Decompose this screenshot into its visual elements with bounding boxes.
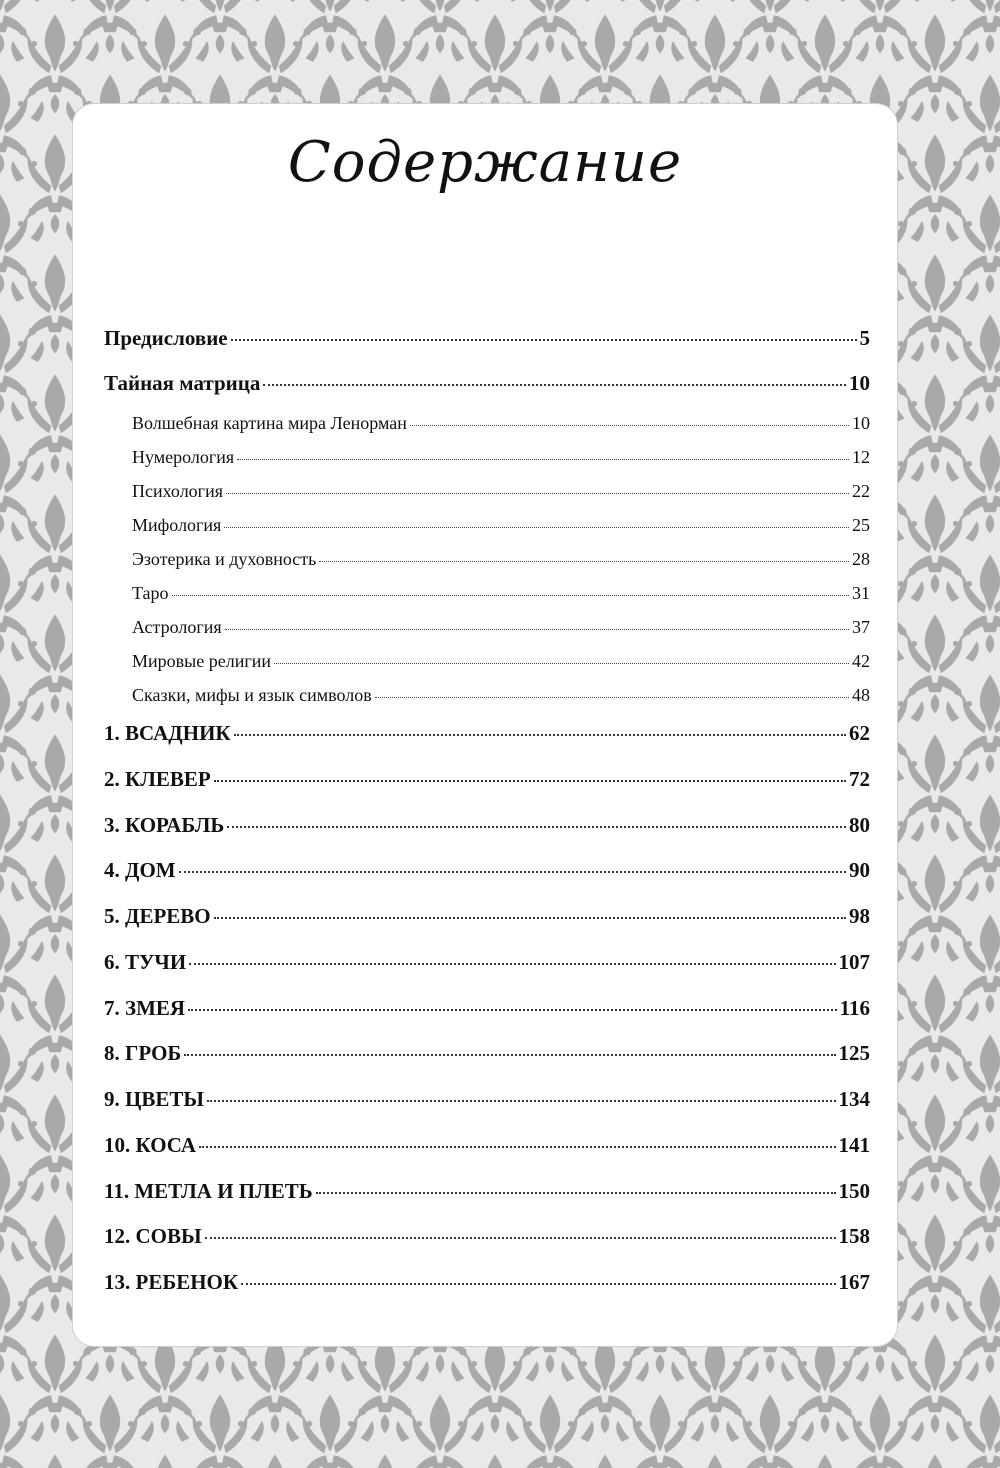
toc-entry-card[interactable] [104, 721, 870, 746]
toc-entry-card[interactable] [104, 904, 870, 929]
toc-subentry[interactable] [132, 549, 870, 570]
toc-entry-label: 6. ТУЧИ [104, 950, 187, 974]
toc-entry-label: Мифология [132, 515, 222, 535]
dot-leader [189, 963, 835, 965]
toc-entry-page: 42 [852, 651, 870, 671]
toc-entry-page: 72 [849, 767, 870, 791]
toc-subentry[interactable] [132, 617, 870, 638]
toc-entry-page: 80 [849, 813, 870, 837]
toc-subentry[interactable] [132, 515, 870, 536]
toc-entry-label: 10. КОСА [104, 1133, 197, 1157]
dot-leader [226, 493, 849, 494]
toc-entry-label: Эзотерика и духовность [132, 549, 317, 569]
toc-subentry[interactable] [132, 651, 870, 672]
toc-entry-card[interactable] [104, 1041, 870, 1066]
toc-entry-page: 150 [838, 1179, 870, 1203]
toc-entry-page: 37 [852, 617, 870, 637]
dot-leader [237, 459, 849, 460]
toc-entry-page: 107 [838, 950, 870, 974]
toc-subentry[interactable] [132, 583, 870, 604]
toc-entry-page: 62 [849, 721, 870, 745]
toc-entry-label: 11. МЕТЛА И ПЛЕТЬ [104, 1179, 313, 1203]
toc-entry-label: 7. ЗМЕЯ [104, 996, 186, 1020]
toc-entry-preface[interactable] [104, 326, 870, 351]
toc-subentry[interactable] [132, 413, 870, 434]
toc-entry-label: Предисловие [104, 326, 228, 350]
dot-leader [225, 629, 849, 630]
toc-entry-label: Нумерология [132, 447, 235, 467]
toc-entry-label: Мировые религии [132, 651, 271, 671]
dot-leader [316, 1192, 836, 1194]
toc-entry-label: Психология [132, 481, 223, 501]
dot-leader [207, 1100, 836, 1102]
toc-entry-label: 5. ДЕРЕВО [104, 904, 211, 928]
toc-entry-label: 12. СОВЫ [104, 1224, 202, 1248]
toc-entry-label: 13. РЕБЕНОК [104, 1270, 239, 1294]
dot-leader [172, 595, 849, 596]
toc-entry-label: 2. КЛЕВЕР [104, 767, 211, 791]
toc-entry-card[interactable] [104, 858, 870, 883]
toc-subentry[interactable] [132, 447, 870, 468]
toc-entry-label: Тайная матрица [104, 371, 261, 395]
dot-leader [188, 1009, 837, 1011]
dot-leader [375, 697, 849, 698]
toc-entry-card[interactable] [104, 1087, 870, 1112]
dot-leader [214, 917, 846, 919]
dot-leader [179, 871, 846, 873]
dot-leader [214, 780, 846, 782]
dot-leader [227, 826, 846, 828]
toc-entry-card[interactable] [104, 950, 870, 975]
toc-subentry[interactable] [132, 481, 870, 502]
toc-entry-secret-matrix[interactable] [104, 371, 870, 396]
toc-entry-page: 22 [852, 481, 870, 501]
toc-entry-page: 10 [852, 413, 870, 433]
toc-entry-label: 8. ГРОБ [104, 1041, 182, 1065]
toc-entry-page: 12 [852, 447, 870, 467]
dot-leader [205, 1237, 836, 1239]
dot-leader [199, 1146, 835, 1148]
toc-entry-label: Астрология [132, 617, 222, 637]
toc-entry-label: 9. ЦВЕТЫ [104, 1087, 204, 1111]
toc-entry-page: 141 [838, 1133, 870, 1157]
dot-leader [319, 561, 849, 562]
toc-entry-page: 25 [852, 515, 870, 535]
dot-leader [241, 1283, 835, 1285]
toc-entry-card[interactable] [104, 1270, 870, 1295]
dot-leader [234, 734, 846, 736]
toc-entry-page: 158 [838, 1224, 870, 1248]
dot-leader [224, 527, 849, 528]
toc-entry-card[interactable] [104, 1224, 870, 1249]
toc-entry-page: 125 [838, 1041, 870, 1065]
toc-entry-card[interactable] [104, 996, 870, 1021]
dot-leader [410, 425, 849, 426]
dot-leader [184, 1054, 835, 1056]
toc-entry-label: Таро [132, 583, 169, 603]
toc-entry-card[interactable] [104, 813, 870, 838]
dot-leader [263, 384, 846, 386]
toc-subentry[interactable] [132, 685, 870, 706]
toc-entry-page: 167 [838, 1270, 870, 1294]
toc-entry-page: 10 [849, 371, 870, 395]
toc-entry-label: 1. ВСАДНИК [104, 721, 231, 745]
toc-entry-page: 90 [849, 858, 870, 882]
dot-leader [231, 339, 857, 341]
toc-entry-label: 3. КОРАБЛЬ [104, 813, 225, 837]
toc-entry-label: Сказки, мифы и язык символов [132, 685, 372, 705]
toc-entry-page: 31 [852, 583, 870, 603]
toc-entry-page: 98 [849, 904, 870, 928]
toc-entry-page: 5 [859, 326, 870, 350]
toc-entry-page: 116 [839, 996, 870, 1020]
toc-entry-label: Волшебная картина мира Ленорман [132, 413, 407, 433]
toc-entry-label: 4. ДОМ [104, 858, 176, 882]
toc-entry-card[interactable] [104, 1133, 870, 1158]
toc-entry-page: 134 [838, 1087, 870, 1111]
toc-entry-page: 28 [852, 549, 870, 569]
toc-entry-page: 48 [852, 685, 870, 705]
toc-entry-card[interactable] [104, 767, 870, 792]
toc-entry-card[interactable] [104, 1179, 870, 1204]
dot-leader [274, 663, 849, 664]
page-title: Содержание [287, 130, 683, 195]
